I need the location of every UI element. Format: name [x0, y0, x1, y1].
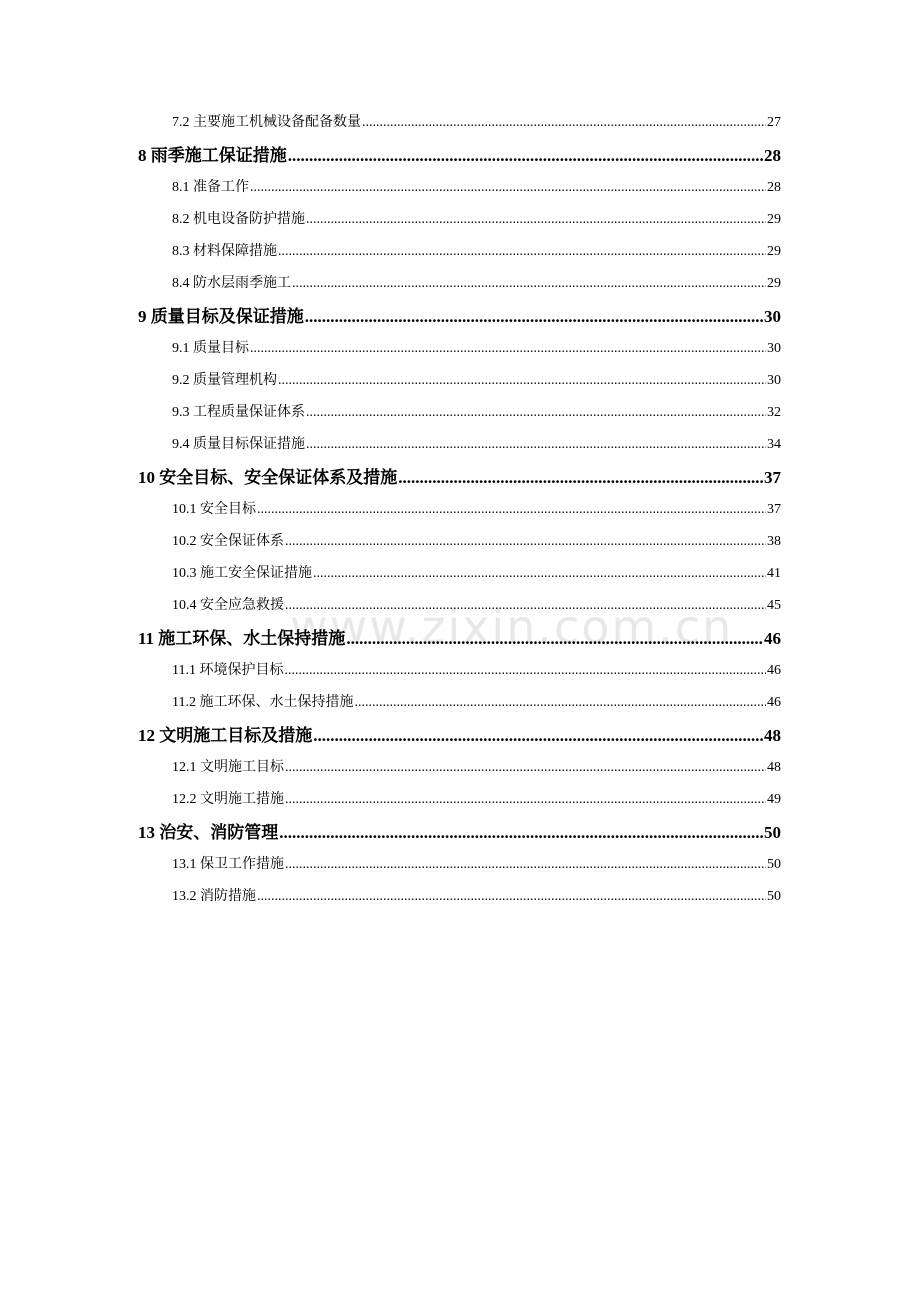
toc-entry-page-number: 49 — [767, 792, 781, 807]
toc-entry-page-number: 50 — [767, 857, 781, 872]
toc-entry-page-number: 30 — [764, 307, 781, 326]
toc-leader-dots — [306, 204, 766, 236]
toc-entry-label: 11.1 环境保护目标 — [172, 663, 284, 678]
toc-leader-dots — [285, 784, 766, 816]
toc-section-entry[interactable] — [138, 687, 781, 719]
toc-entry-label: 10 安全目标、安全保证体系及措施 — [138, 468, 398, 487]
toc-chapter-entry[interactable] — [138, 816, 781, 849]
table-of-contents — [138, 107, 781, 913]
toc-entry-label: 10.2 安全保证体系 — [172, 534, 284, 549]
toc-section-entry[interactable] — [138, 881, 781, 913]
toc-leader-dots — [284, 655, 766, 687]
toc-leader-dots — [257, 494, 766, 526]
toc-section-entry[interactable] — [138, 107, 781, 139]
toc-leader-dots — [288, 139, 763, 172]
toc-entry-label: 11 施工环保、水土保持措施 — [138, 629, 346, 648]
toc-leader-dots — [285, 526, 766, 558]
toc-entry-label: 13.2 消防措施 — [172, 889, 256, 904]
toc-leader-dots — [285, 849, 766, 881]
toc-section-entry[interactable] — [138, 655, 781, 687]
toc-section-entry[interactable] — [138, 397, 781, 429]
toc-section-entry[interactable] — [138, 429, 781, 461]
toc-leader-dots — [362, 107, 766, 139]
toc-entry-page-number: 29 — [767, 244, 781, 259]
toc-entry-page-number: 32 — [767, 405, 781, 420]
toc-entry-label: 9.4 质量目标保证措施 — [172, 437, 305, 452]
toc-section-entry[interactable] — [138, 784, 781, 816]
toc-entry-label: 9.2 质量管理机构 — [172, 373, 277, 388]
toc-chapter-entry[interactable] — [138, 622, 781, 655]
toc-entry-label: 10.4 安全应急救援 — [172, 598, 284, 613]
toc-leader-dots — [306, 429, 766, 461]
toc-entry-page-number: 46 — [767, 663, 781, 678]
toc-entry-page-number: 34 — [767, 437, 781, 452]
toc-entry-label: 8.4 防水层雨季施工 — [172, 276, 291, 291]
toc-entry-label: 10.1 安全目标 — [172, 502, 256, 517]
toc-leader-dots — [313, 719, 763, 752]
toc-section-entry[interactable] — [138, 526, 781, 558]
toc-chapter-entry[interactable] — [138, 461, 781, 494]
toc-section-entry[interactable] — [138, 558, 781, 590]
toc-entry-page-number: 28 — [767, 180, 781, 195]
toc-entry-page-number: 28 — [764, 146, 781, 165]
toc-section-entry[interactable] — [138, 590, 781, 622]
toc-entry-page-number: 48 — [764, 726, 781, 745]
toc-entry-page-number: 41 — [767, 566, 781, 581]
toc-entry-label: 7.2 主要施工机械设备配备数量 — [172, 115, 361, 130]
toc-section-entry[interactable] — [138, 365, 781, 397]
toc-entry-label: 8.3 材料保障措施 — [172, 244, 277, 259]
toc-leader-dots — [305, 300, 763, 333]
toc-leader-dots — [306, 397, 766, 429]
toc-leader-dots — [398, 461, 763, 494]
toc-leader-dots — [346, 622, 763, 655]
toc-entry-label: 11.2 施工环保、水土保持措施 — [172, 695, 354, 710]
toc-section-entry[interactable] — [138, 494, 781, 526]
toc-entry-page-number: 27 — [767, 115, 781, 130]
toc-entry-page-number: 29 — [767, 276, 781, 291]
toc-leader-dots — [285, 752, 766, 784]
toc-leader-dots — [354, 687, 766, 719]
toc-entry-label: 10.3 施工安全保证措施 — [172, 566, 312, 581]
toc-leader-dots — [250, 333, 766, 365]
toc-section-entry[interactable] — [138, 172, 781, 204]
toc-leader-dots — [285, 590, 766, 622]
toc-leader-dots — [250, 172, 766, 204]
toc-entry-label: 9.3 工程质量保证体系 — [172, 405, 305, 420]
toc-entry-label: 13.1 保卫工作措施 — [172, 857, 284, 872]
toc-chapter-entry[interactable] — [138, 139, 781, 172]
toc-entry-label: 13 治安、消防管理 — [138, 823, 279, 842]
toc-entry-page-number: 46 — [764, 629, 781, 648]
toc-entry-label: 8 雨季施工保证措施 — [138, 146, 287, 165]
watermark: www.zixin.com.cn — [290, 600, 734, 654]
toc-section-entry[interactable] — [138, 268, 781, 300]
toc-entry-page-number: 46 — [767, 695, 781, 710]
toc-entry-label: 9 质量目标及保证措施 — [138, 307, 304, 326]
toc-entry-label: 12.2 文明施工措施 — [172, 792, 284, 807]
toc-entry-page-number: 38 — [767, 534, 781, 549]
toc-leader-dots — [313, 558, 766, 590]
toc-entry-page-number: 48 — [767, 760, 781, 775]
toc-leader-dots — [257, 881, 766, 913]
toc-chapter-entry[interactable] — [138, 300, 781, 333]
toc-entry-page-number: 29 — [767, 212, 781, 227]
toc-leader-dots — [279, 816, 763, 849]
toc-entry-page-number: 30 — [767, 373, 781, 388]
toc-section-entry[interactable] — [138, 204, 781, 236]
toc-leader-dots — [292, 268, 766, 300]
toc-entry-label: 8.2 机电设备防护措施 — [172, 212, 305, 227]
toc-section-entry[interactable] — [138, 333, 781, 365]
toc-entry-page-number: 37 — [764, 468, 781, 487]
toc-section-entry[interactable] — [138, 752, 781, 784]
toc-entry-page-number: 50 — [767, 889, 781, 904]
toc-entry-page-number: 50 — [764, 823, 781, 842]
toc-entry-page-number: 37 — [767, 502, 781, 517]
toc-entry-page-number: 30 — [767, 341, 781, 356]
toc-leader-dots — [278, 236, 766, 268]
toc-entry-label: 8.1 准备工作 — [172, 180, 249, 195]
toc-entry-page-number: 45 — [767, 598, 781, 613]
toc-entry-label: 12 文明施工目标及措施 — [138, 726, 313, 745]
toc-section-entry[interactable] — [138, 849, 781, 881]
toc-entry-label: 12.1 文明施工目标 — [172, 760, 284, 775]
toc-entry-label: 9.1 质量目标 — [172, 341, 249, 356]
toc-section-entry[interactable] — [138, 236, 781, 268]
toc-leader-dots — [278, 365, 766, 397]
toc-chapter-entry[interactable] — [138, 719, 781, 752]
